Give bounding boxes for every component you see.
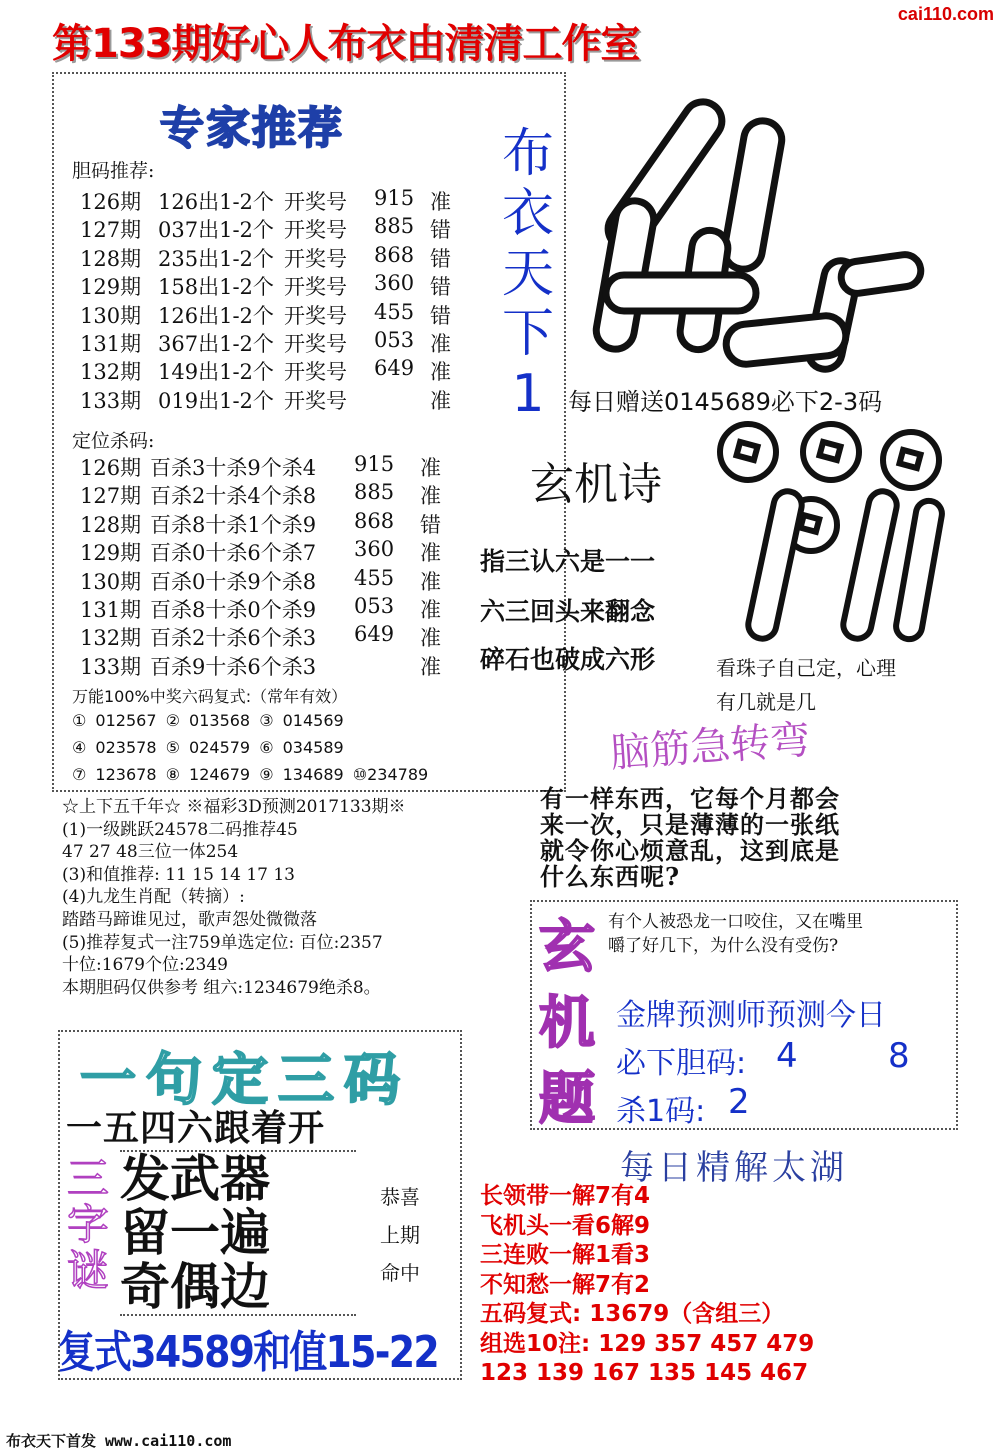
dan-label: 胆码推荐:: [72, 160, 155, 182]
dan-num: 885: [374, 214, 415, 239]
kill-res: 准: [420, 654, 441, 679]
xuanji-heading: 玄 机 题: [539, 915, 595, 1132]
dan-res: 错: [430, 275, 451, 300]
bead-note: 有几就是几: [716, 690, 816, 714]
dan-label: 开奖号: [284, 218, 347, 243]
wanneng-row: ① 012567 ② 013568 ③ 014569: [72, 711, 344, 730]
dan-pick: 126出1-2个: [158, 190, 274, 214]
history-line: 本期胆码仅供参考 组六:1234679绝杀8。: [62, 977, 381, 998]
xuanji-question: 有个人被恐龙一口咬住，又在嘴里 嚼了好几下，为什么没有受伤?: [608, 912, 863, 956]
expert-heading: 专家推荐: [160, 103, 344, 154]
history-line: ☆上下五千年☆ ※福彩3D预测2017133期※: [62, 797, 406, 817]
sanzi-congrats: 恭喜 上期 命中: [380, 1185, 420, 1285]
kill-period: 128期: [80, 512, 142, 537]
wanneng-label: 万能100%中奖六码复式:（常年有效）: [72, 687, 348, 706]
kill-res: 准: [420, 541, 441, 566]
kill-res: 准: [420, 569, 441, 594]
dan-res: 错: [430, 246, 451, 271]
daily-gift: 每日赠送0145689必下2-3码: [568, 388, 883, 416]
kill-num: 053: [354, 594, 395, 618]
kill-res: 错: [420, 512, 441, 537]
dan-period: 131期: [80, 332, 142, 356]
dan-num: 649: [374, 356, 415, 381]
footer[interactable]: 布衣天下首发 www.cai110.com: [6, 1432, 232, 1450]
buyi-vertical: 布 衣 天 下 1: [501, 124, 554, 424]
kill-period: 130期: [80, 569, 142, 594]
dan-pick: 037出1-2个: [158, 218, 274, 243]
poem-heading: 玄机诗: [530, 459, 662, 510]
fushi-line: 复式34589和值15-22: [58, 1327, 438, 1378]
dan-res: 错: [430, 303, 451, 328]
dan-label: 开奖号: [284, 275, 347, 300]
history-line: (5)推荐复式一注759单选定位: 百位:2357: [62, 932, 383, 953]
main-title: 第133期好心人布衣由清清工作室: [52, 21, 640, 67]
dan-pick: 149出1-2个: [158, 360, 274, 385]
dan-pick: 158出1-2个: [158, 275, 274, 300]
yiju-heading: 一句定三码: [80, 1048, 410, 1113]
dan-period: 126期: [80, 190, 142, 214]
history-block: [62, 796, 542, 999]
history-line: (4)九龙生肖配（转摘）:: [62, 887, 245, 908]
dan-num: 455: [374, 299, 415, 324]
kill-period: 129期: [80, 541, 142, 566]
gold-kill-label: 杀1码:: [616, 1094, 706, 1129]
history-line: 踏踏马蹄谁见过，歌声怨处微微落: [62, 909, 317, 930]
dan-label: 开奖号: [284, 246, 347, 271]
kill-period: 132期: [80, 626, 142, 651]
history-line: (1)一级跳跃24578二码推荐45: [62, 819, 298, 840]
dan-label: 开奖号: [284, 388, 347, 413]
dan-period: 130期: [80, 303, 142, 328]
site-tag[interactable]: cai110.com: [897, 4, 994, 24]
sanzi-words: 发武器 留一遍 奇偶边: [120, 1150, 356, 1316]
dan-label: 开奖号: [284, 360, 347, 385]
history-line: (3)和值推荐: 11 15 14 17 13: [62, 864, 295, 885]
brain-text: 有一样东西，它每个月都会 来一次，只是薄薄的一张纸 就令你心烦意乱，这到底是 什么东西呢?: [540, 784, 840, 891]
history-line: 47 27 48三位一体254: [62, 842, 239, 863]
dan-num: 360: [374, 271, 415, 296]
gold-dan-label: 必下胆码:: [616, 1046, 747, 1081]
kill-label: 定位杀码:: [72, 430, 155, 452]
gold-dan-a: 4: [776, 1036, 798, 1076]
wanneng-row: ④ 023578 ⑤ 024579 ⑥ 034589: [72, 738, 344, 757]
kill-period: 126期: [80, 456, 142, 480]
gold-dan-b: 8: [888, 1036, 910, 1076]
dan-pick: 367出1-2个: [158, 332, 274, 356]
dan-period: 128期: [80, 246, 142, 271]
bead-note: 看珠子自己定，心理: [716, 656, 896, 680]
kill-period: 133期: [80, 654, 142, 679]
sanzi-label: 三 字 谜: [66, 1154, 109, 1295]
dan-period: 133期: [80, 388, 142, 413]
dan-res: 准: [430, 190, 451, 214]
kill-period: 127期: [80, 484, 142, 509]
kill-res: 准: [420, 598, 441, 622]
dan-label: 开奖号: [284, 332, 347, 356]
kill-res: 准: [420, 456, 441, 480]
bead-graphic: [706, 420, 956, 645]
kill-pick: 百杀8十杀1个杀9: [150, 512, 317, 537]
dan-period: 132期: [80, 360, 142, 385]
dan-period: 127期: [80, 218, 142, 243]
kill-num: 360: [354, 537, 395, 562]
kill-pick: 百杀0十杀6个杀7: [150, 541, 317, 566]
history-line: 十位:1679个位:2349: [62, 955, 228, 976]
kill-pick: 百杀9十杀6个杀3: [150, 654, 317, 679]
wanneng-row: ⑦ 123678 ⑧ 124679 ⑨ 134689 ⑩234789: [72, 765, 429, 784]
dan-pick: 235出1-2个: [158, 246, 274, 271]
kill-pick: 百杀2十杀4个杀8: [150, 484, 317, 509]
dan-pick: 019出1-2个: [158, 388, 274, 413]
kill-res: 准: [420, 626, 441, 651]
poem-line: 六三回头来翻念: [480, 597, 656, 626]
dan-pick: 126出1-2个: [158, 303, 274, 328]
kill-pick: 百杀0十杀9个杀8: [150, 569, 317, 594]
dan-num: 915: [374, 186, 415, 210]
kill-res: 准: [420, 484, 441, 509]
gold-kill: 2: [728, 1082, 750, 1122]
kill-pick: 百杀3十杀9个杀4: [150, 456, 317, 480]
kill-num: 885: [354, 480, 395, 505]
dan-period: 129期: [80, 275, 142, 300]
kill-pick: 百杀8十杀0个杀9: [150, 598, 317, 622]
yiju-line: 一五四六跟着开: [66, 1108, 326, 1149]
dan-res: 准: [430, 360, 451, 385]
dan-num: 053: [374, 328, 415, 352]
kill-num: 649: [354, 622, 395, 647]
dan-num: 868: [374, 242, 415, 267]
poem-line: 指三认六是一一: [480, 547, 656, 576]
kill-period: 131期: [80, 598, 142, 622]
kill-num: 915: [354, 452, 395, 476]
gold-title: 金牌预测师预测今日: [616, 998, 886, 1033]
dan-label: 开奖号: [284, 190, 347, 214]
kill-num: 455: [354, 565, 395, 590]
brain-heading: 脑筋急转弯: [608, 717, 812, 777]
dan-res: 错: [430, 218, 451, 243]
poem-line: 碎石也破成六形: [480, 645, 656, 674]
taihu-heading: 每日精解太湖: [620, 1148, 848, 1188]
dan-label: 开奖号: [284, 303, 347, 328]
kill-pick: 百杀2十杀6个杀3: [150, 626, 317, 651]
kill-num: 868: [354, 508, 395, 533]
digit-graphic: [566, 80, 956, 380]
taihu-lines: 长领带一解7有4 飞机头一看6解9 三连败一解1看3 不知愁一解7有2 五码复式: 13679（含组三） 组选10注: 129 357 457 479 123 139 167 135 145 467: [480, 1183, 815, 1386]
dan-res: 准: [430, 332, 451, 356]
dan-res: 准: [430, 388, 451, 413]
